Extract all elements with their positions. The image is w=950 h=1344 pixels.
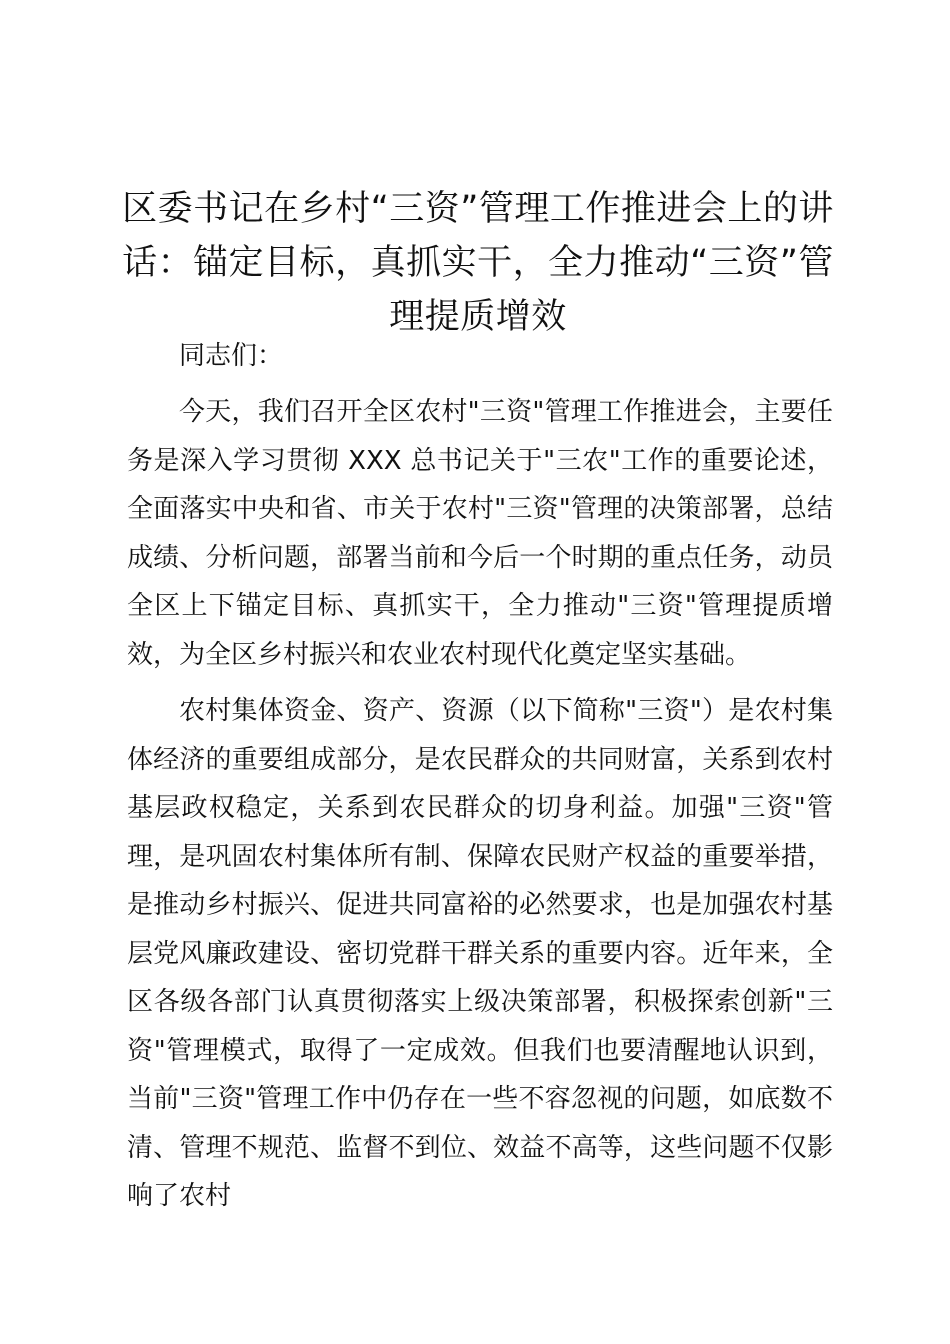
document-body xyxy=(127,332,833,1221)
document-title: 区委书记在乡村“三资”管理工作推进会上的讲话：锚定目标，真抓实干，全力推动“三资”管理提质增效 xyxy=(122,189,834,337)
paragraph-1: 今天，我们召开全区农村"三资"管理工作推进会，主要任务是深入学习贯彻 XXX 总书记关于"三农"工作的重要论述，全面落实中央和省、市关于农村"三资"管理的决策部署，总结成绩、分析问题，部署当前和今后一个时期的重点任务，动员全区上下锚定目标、真抓实干，全力推动"三资"管理提质增效，为全区乡村振兴和农业农村现代化奠定坚实基础。 xyxy=(127,397,833,670)
paragraph-2: 农村集体资金、资产、资源（以下简称"三资"）是农村集体经济的重要组成部分，是农民群众的共同财富，关系到农村基层政权稳定，关系到农民群众的切身利益。加强"三资"管理，是巩固农村集体所有制、保障农民财产权益的重要举措，是推动乡村振兴、促进共同富裕的必然要求，也是加强农村基层党风廉政建设、密切党群干群关系的重要内容。近年来，全区各级各部门认真贯彻落实上级决策部署，积极探索创新"三资"管理模式，取得了一定成效。但我们也要清醒地认识到，当前"三资"管理工作中仍存在一些不容忽视的问题，如底数不清、管理不规范、监督不到位、效益不高等，这些问题不仅影响了农村 xyxy=(127,696,833,1211)
greeting: 同志们： xyxy=(179,341,284,371)
